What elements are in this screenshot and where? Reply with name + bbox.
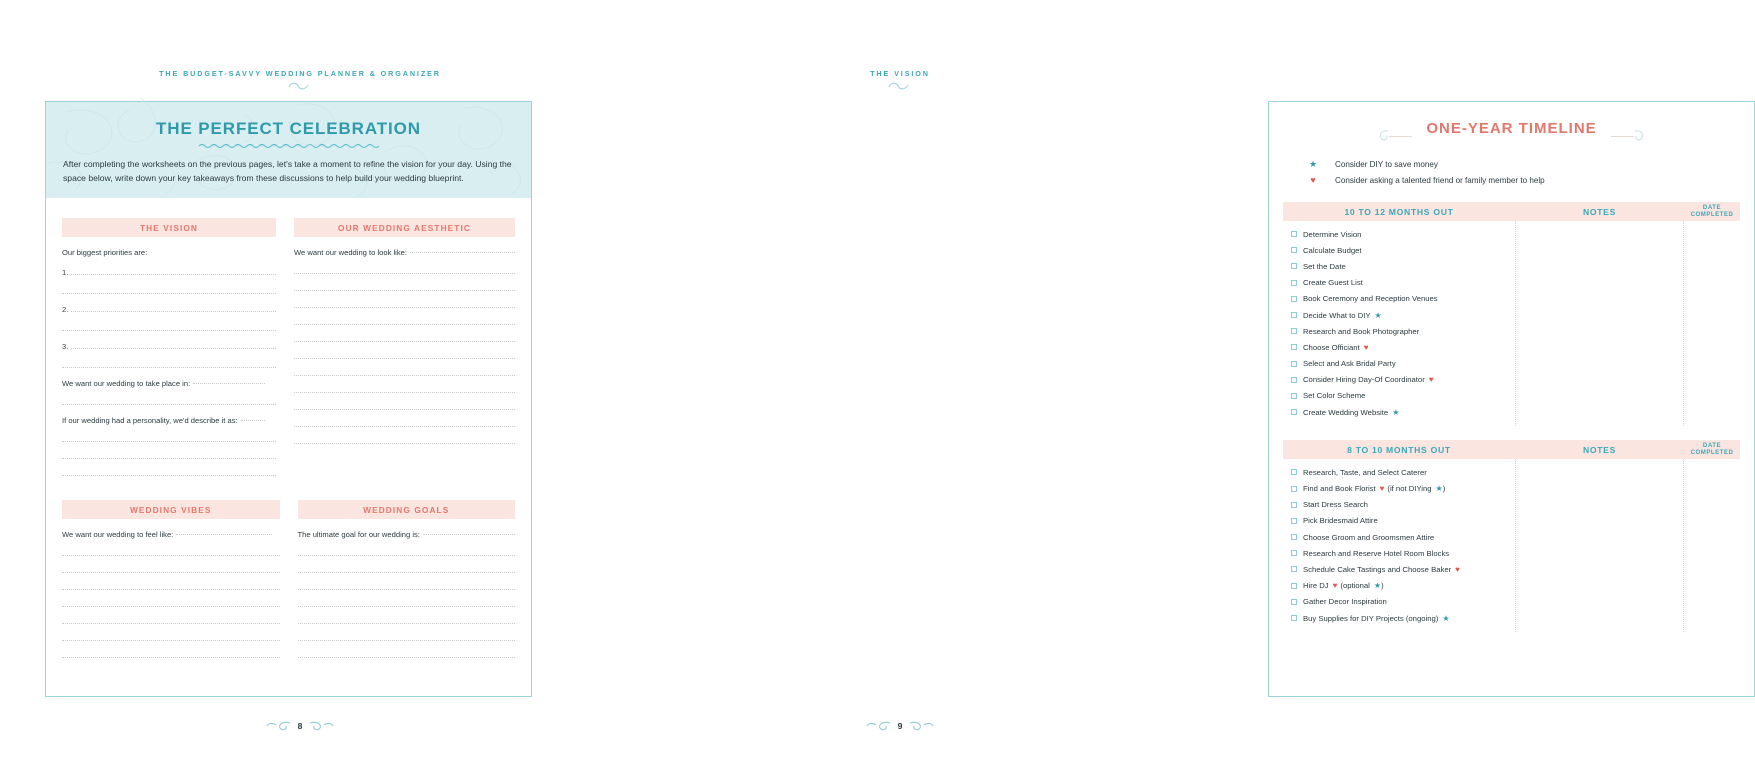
write-line[interactable] (294, 392, 515, 393)
write-line[interactable] (294, 443, 515, 444)
table-body (1283, 459, 1740, 632)
column-header-date-completed (1684, 443, 1740, 457)
right-page-frame (1268, 101, 1755, 697)
write-line[interactable] (298, 623, 516, 624)
task-note: (if not DIYing (1387, 484, 1432, 494)
task-row[interactable] (1291, 339, 1515, 355)
write-line[interactable] (193, 383, 265, 384)
heart-icon: ♥ (1455, 564, 1460, 574)
table-body (1283, 221, 1740, 426)
heart-icon: ♥ (1310, 175, 1316, 185)
write-line[interactable] (410, 252, 515, 253)
section-heading-aesthetic: OUR WEDDING AESTHETIC (294, 218, 515, 237)
right-flourish-icon (908, 720, 934, 732)
line-number: 1. (62, 268, 69, 277)
star-icon: ★ (1435, 484, 1443, 494)
write-line[interactable] (62, 606, 280, 607)
write-line[interactable] (62, 404, 276, 405)
swirl-ornament-icon (887, 81, 913, 91)
task-label: Consider Hiring Day-Of Coordinator (1303, 375, 1425, 385)
task-label: Calculate Budget (1303, 245, 1362, 255)
prompt-personality (62, 416, 276, 425)
page-title: ONE-YEAR TIMELINE (1412, 120, 1610, 137)
right-page (600, 0, 1734, 776)
checkbox[interactable] (1291, 518, 1297, 524)
task-row[interactable] (1291, 594, 1515, 610)
worksheet (46, 198, 531, 668)
prompt-vibes (62, 530, 280, 539)
write-line[interactable] (176, 534, 272, 535)
task-row[interactable] (1291, 404, 1515, 420)
column-header-tasks: 8 TO 10 MONTHS OUT (1347, 444, 1451, 455)
task-label: Find and Book Florist (1303, 484, 1376, 494)
swirl-ornament-icon (287, 81, 313, 91)
write-line[interactable] (298, 572, 516, 573)
write-line[interactable] (62, 441, 276, 442)
heart-icon: ♥ (1332, 581, 1338, 591)
checkbox[interactable] (1291, 409, 1297, 415)
write-line[interactable] (62, 657, 280, 658)
intro-paragraph: After completing the worksheets on the previous pages, let's take a moment to refine the vision for your day. Using the space below, write down your key takeaways from these discussions to help build your wedding blueprint. (63, 159, 512, 183)
date-completed-line1: DATE (1702, 441, 1722, 449)
task-row[interactable] (1291, 307, 1515, 323)
notes-column[interactable] (1515, 221, 1684, 426)
task-label: Research and Book Photographer (1303, 326, 1420, 336)
section-the-vision (62, 218, 276, 476)
left-page (0, 0, 600, 776)
right-running-head-text: THE VISION (870, 69, 930, 78)
write-line[interactable] (71, 274, 276, 275)
write-line[interactable] (62, 367, 276, 368)
write-line[interactable] (294, 426, 515, 427)
date-completed-line2: COMPLETED (1690, 448, 1734, 456)
task-row[interactable] (1291, 242, 1515, 258)
legend-item (1291, 172, 1740, 188)
write-line[interactable] (62, 475, 276, 476)
task-label: Buy Supplies for DIY Projects (ongoing) (1303, 613, 1439, 623)
write-line[interactable] (241, 420, 265, 421)
task-row[interactable] (1291, 258, 1515, 274)
task-row[interactable] (1291, 323, 1515, 339)
task-row[interactable] (1291, 545, 1515, 561)
write-line[interactable] (62, 572, 280, 573)
task-note: (optional (1340, 581, 1370, 591)
left-running-head-text: THE BUDGET-SAVVY WEDDING PLANNER & ORGANIZER (159, 69, 441, 78)
task-note-close: ) (1442, 484, 1446, 494)
date-completed-column[interactable] (1684, 459, 1740, 632)
task-label: Create Wedding Website (1303, 407, 1389, 417)
checkbox[interactable] (1291, 469, 1297, 475)
write-line[interactable] (62, 555, 280, 556)
task-label: Hire DJ (1303, 581, 1329, 591)
intro-band (46, 102, 531, 198)
task-label: Set the Date (1303, 261, 1346, 271)
line-number: 2. (62, 305, 69, 314)
prompt-personality-text: If our wedding had a personality, we'd describe it as: (62, 416, 238, 425)
write-line[interactable] (62, 293, 276, 294)
date-completed-line2: COMPLETED (1690, 210, 1734, 218)
task-row[interactable] (1291, 356, 1515, 372)
checkbox[interactable] (1291, 566, 1297, 572)
right-page-number-text: 9 (897, 721, 903, 731)
star-icon: ★ (1373, 581, 1382, 591)
task-row[interactable] (1291, 529, 1515, 545)
task-row[interactable] (1291, 275, 1515, 291)
star-icon: ★ (1392, 407, 1400, 417)
write-line[interactable] (62, 458, 276, 459)
star-icon: ★ (1308, 158, 1318, 169)
left-flourish-icon (866, 720, 892, 732)
legend-item (1291, 156, 1740, 172)
task-label: Start Dress Search (1303, 500, 1368, 510)
checkbox[interactable] (1291, 393, 1297, 399)
task-label: Choose Groom and Groomsmen Attire (1303, 532, 1435, 542)
right-running-head (600, 0, 1200, 91)
numbered-line-1[interactable] (62, 268, 276, 277)
table-header-row (1283, 440, 1740, 459)
prompt-goals (298, 530, 516, 539)
legend-item-label: Consider DIY to save money (1335, 159, 1438, 169)
checkbox[interactable] (1291, 231, 1297, 237)
prompt-aesthetic (294, 248, 515, 257)
checkbox[interactable] (1291, 534, 1297, 540)
date-completed-column[interactable] (1684, 221, 1740, 426)
checkbox[interactable] (1291, 344, 1297, 350)
left-running-head (0, 0, 600, 91)
prompt-vibes-text: We want our wedding to feel like: (62, 530, 174, 539)
timeline-table-10-12-months (1283, 202, 1740, 426)
write-line[interactable] (294, 307, 515, 308)
checkbox[interactable] (1291, 361, 1297, 367)
section-wedding-goals (298, 500, 516, 658)
date-completed-line1: DATE (1702, 203, 1722, 211)
numbered-line-2[interactable] (62, 305, 276, 314)
tasks-column (1283, 221, 1515, 426)
prompt-place (62, 379, 276, 388)
column-header-notes: NOTES (1582, 444, 1617, 455)
section-heading-goals: WEDDING GOALS (298, 500, 516, 519)
write-line[interactable] (62, 330, 276, 331)
checkbox[interactable] (1291, 263, 1297, 269)
right-page-number (600, 720, 1200, 732)
heart-icon: ♥ (1363, 342, 1369, 352)
checkbox[interactable] (1291, 486, 1297, 492)
task-label: Research, Taste, and Select Caterer (1303, 467, 1427, 477)
page-title: THE PERFECT CELEBRATION (155, 119, 421, 138)
write-line[interactable] (294, 324, 515, 325)
checkbox[interactable] (1291, 599, 1297, 605)
legend-item-label: Consider asking a talented friend or family member to help (1335, 175, 1545, 185)
task-row[interactable] (1291, 497, 1515, 513)
task-row[interactable] (1291, 513, 1515, 529)
checkbox[interactable] (1291, 247, 1297, 253)
task-row[interactable] (1291, 578, 1515, 594)
task-row[interactable] (1291, 226, 1515, 242)
write-line[interactable] (298, 589, 516, 590)
right-swirl-icon (1632, 128, 1646, 144)
write-line[interactable] (294, 358, 515, 359)
task-row[interactable] (1291, 480, 1515, 496)
task-row[interactable] (1291, 610, 1515, 626)
left-page-number (0, 720, 600, 732)
task-label: Pick Bridesmaid Attire (1303, 516, 1378, 526)
table-header-row (1283, 202, 1740, 221)
left-swirl-icon (1377, 128, 1391, 144)
task-label: Schedule Cake Tastings and Choose Baker (1303, 564, 1452, 574)
write-line[interactable] (62, 589, 280, 590)
task-label: Create Guest List (1303, 278, 1363, 288)
notes-column[interactable] (1515, 459, 1684, 632)
task-label: Book Ceremony and Reception Venues (1303, 294, 1438, 304)
write-line[interactable] (294, 290, 515, 291)
write-line[interactable] (294, 375, 515, 376)
write-line[interactable] (298, 657, 516, 658)
timeline-table-8-10-months (1283, 440, 1740, 632)
write-line[interactable] (298, 555, 516, 556)
write-line[interactable] (71, 311, 276, 312)
task-label: Research and Reserve Hotel Room Blocks (1303, 548, 1450, 558)
column-header-notes: NOTES (1582, 206, 1617, 217)
checkbox[interactable] (1291, 328, 1297, 334)
checkbox[interactable] (1291, 502, 1297, 508)
task-label: Select and Ask Bridal Party (1303, 359, 1396, 369)
write-line[interactable] (294, 409, 515, 410)
column-header-date-completed (1684, 205, 1740, 219)
checkbox[interactable] (1291, 583, 1297, 589)
task-label: Choose Officiant (1303, 342, 1360, 352)
checkbox[interactable] (1291, 615, 1297, 621)
task-row[interactable] (1291, 372, 1515, 388)
section-our-wedding-aesthetic (294, 218, 515, 476)
checkbox[interactable] (1291, 312, 1297, 318)
numbered-line-3[interactable] (62, 342, 276, 351)
worksheet-row-bottom (62, 500, 515, 658)
task-label: Determine Vision (1303, 229, 1362, 239)
worksheet-row-top (62, 218, 515, 476)
prompt-goals-text: The ultimate goal for our wedding is: (297, 530, 420, 539)
checkbox[interactable] (1291, 377, 1297, 383)
task-row[interactable] (1291, 388, 1515, 404)
heart-icon: ♥ (1428, 375, 1434, 385)
prompt-priorities: Our biggest priorities are: (62, 248, 148, 257)
write-line[interactable] (62, 640, 280, 641)
timeline-title-block (1283, 120, 1740, 140)
write-line[interactable] (294, 273, 515, 274)
write-line[interactable] (62, 623, 280, 624)
write-line[interactable] (71, 348, 276, 349)
task-row[interactable] (1291, 464, 1515, 480)
write-line[interactable] (298, 640, 516, 641)
task-label: Set Color Scheme (1303, 391, 1366, 401)
right-flourish-icon (308, 720, 334, 732)
prompt-aesthetic-text: We want our wedding to look like: (294, 248, 407, 257)
task-label: Decide What to DIY (1303, 310, 1371, 320)
checkbox[interactable] (1291, 280, 1297, 286)
section-heading-vision: THE VISION (62, 218, 276, 237)
task-note-close: ) (1381, 581, 1384, 591)
write-line[interactable] (423, 534, 515, 535)
column-header-tasks: 10 TO 12 MONTHS OUT (1344, 206, 1454, 217)
write-line[interactable] (294, 341, 515, 342)
tasks-column (1283, 459, 1515, 632)
task-row[interactable] (1291, 561, 1515, 577)
prompt-place-text: We want our wedding to take place in: (62, 379, 191, 388)
left-page-number-text: 8 (297, 721, 303, 731)
star-icon: ★ (1374, 310, 1382, 320)
star-icon: ★ (1442, 613, 1450, 623)
write-line[interactable] (298, 606, 516, 607)
checkbox[interactable] (1291, 296, 1297, 302)
section-heading-vibes: WEDDING VIBES (62, 500, 280, 519)
heart-icon: ♥ (1379, 484, 1385, 494)
task-label: Gather Decor Inspiration (1303, 597, 1387, 607)
legend (1291, 156, 1740, 188)
timeline-page (1269, 102, 1754, 632)
left-flourish-icon (266, 720, 292, 732)
task-row[interactable] (1291, 291, 1515, 307)
left-page-frame (45, 101, 532, 697)
line-number: 3. (62, 342, 69, 351)
checkbox[interactable] (1291, 550, 1297, 556)
section-wedding-vibes (62, 500, 280, 658)
